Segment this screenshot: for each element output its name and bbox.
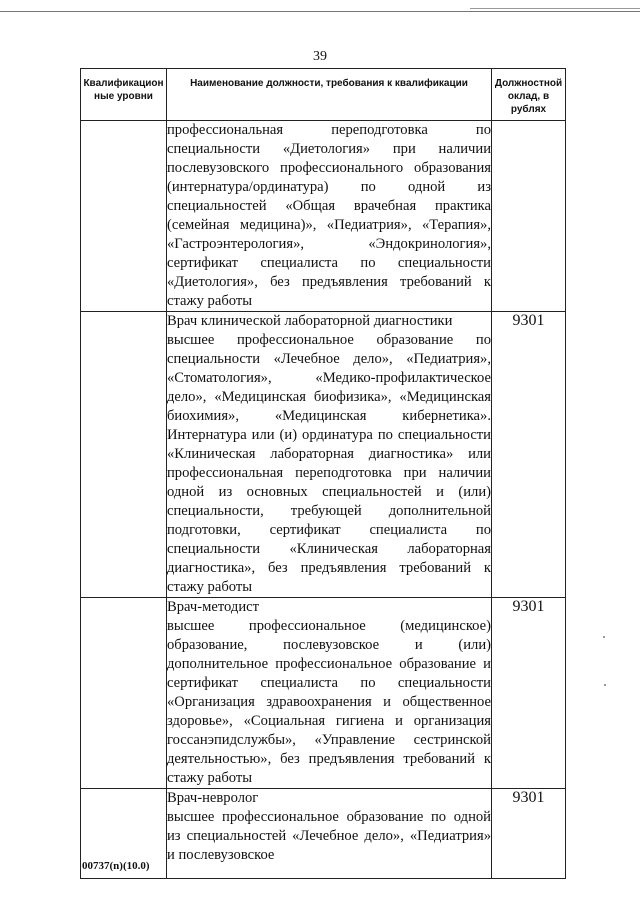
- cell-description: [167, 789, 492, 879]
- header-salary: Должностной оклад, в рублях: [492, 69, 566, 121]
- entry-text: высшее профессиональное образование по специальности «Лечебное дело», «Педиатрия», «Стоматология», «Медико-профилактическое дело», «Медицинская биофизика», «Медицинская биохимия», «Медицинская кибернетика». Интернатура или (и) ординатура по специальности «Клиническая лабораторная диагностика» или профессиональная переподготовка при наличии одной из основных специальностей и (или) специальности, требующей дополнительной подготовки, сертификат специалиста по специальности «Клиническая лабораторная диагностика», без предъявления требований к стажу работы: [167, 332, 491, 595]
- top-scan-rule-secondary: [470, 8, 640, 9]
- table-row: [81, 121, 566, 312]
- cell-level: [81, 121, 167, 312]
- table-row: [81, 598, 566, 789]
- cell-level: [81, 312, 167, 598]
- position-title: Врач-методист: [167, 599, 259, 615]
- cell-salary: 9301: [492, 598, 566, 789]
- table-header-row: [81, 69, 566, 121]
- scan-speck: [603, 636, 605, 638]
- top-scan-rule: [0, 11, 640, 12]
- cell-salary: 9301: [492, 789, 566, 879]
- entry-text: профессиональная переподготовка по специальности «Диетология» при наличии послевузовского профессионального образования (интернатура/ординатура) по одной из специальностей «Общая врачебная практика (семейная медицина)», «Педиатрия», «Терапия», «Гастроэнтерология», «Эндокринология», сертификат специалиста по специальности «Диетология», без предъявления требований к стажу работы: [167, 122, 491, 309]
- cell-salary: 9301: [492, 312, 566, 598]
- entry-text: высшее профессиональное (медицинское) образование, послевузовское и (или) дополнительное профессиональное образование и сертификат специалиста по специальности «Организация здравоохранения и общественное здоровье», «Социальная гигиена и организация госсанэпидслужбы», «Управление сестринской деятельностью», без предъявления требований к стажу работы: [167, 618, 491, 786]
- entry-text: высшее профессиональное образование по одной из специальностей «Лечебное дело», «Педиатрия» и послевузовское: [167, 809, 491, 863]
- cell-description: [167, 121, 492, 312]
- position-title: Врач клинической лабораторной диагностики: [167, 313, 453, 329]
- header-level: Квалификацион ные уровни: [81, 69, 167, 121]
- table-row: [81, 312, 566, 598]
- scan-speck: [604, 684, 606, 686]
- header-name: Наименование должности, требования к квалификации: [167, 69, 492, 121]
- cell-description: [167, 312, 492, 598]
- cell-salary: [492, 121, 566, 312]
- position-title: Врач-невролог: [167, 790, 259, 806]
- cell-level: [81, 598, 167, 789]
- page-number: 39: [313, 49, 327, 64]
- qualification-table: [80, 68, 566, 879]
- cell-description: [167, 598, 492, 789]
- table-row: [81, 789, 566, 879]
- footer-document-code: 00737(n)(10.0): [82, 860, 150, 872]
